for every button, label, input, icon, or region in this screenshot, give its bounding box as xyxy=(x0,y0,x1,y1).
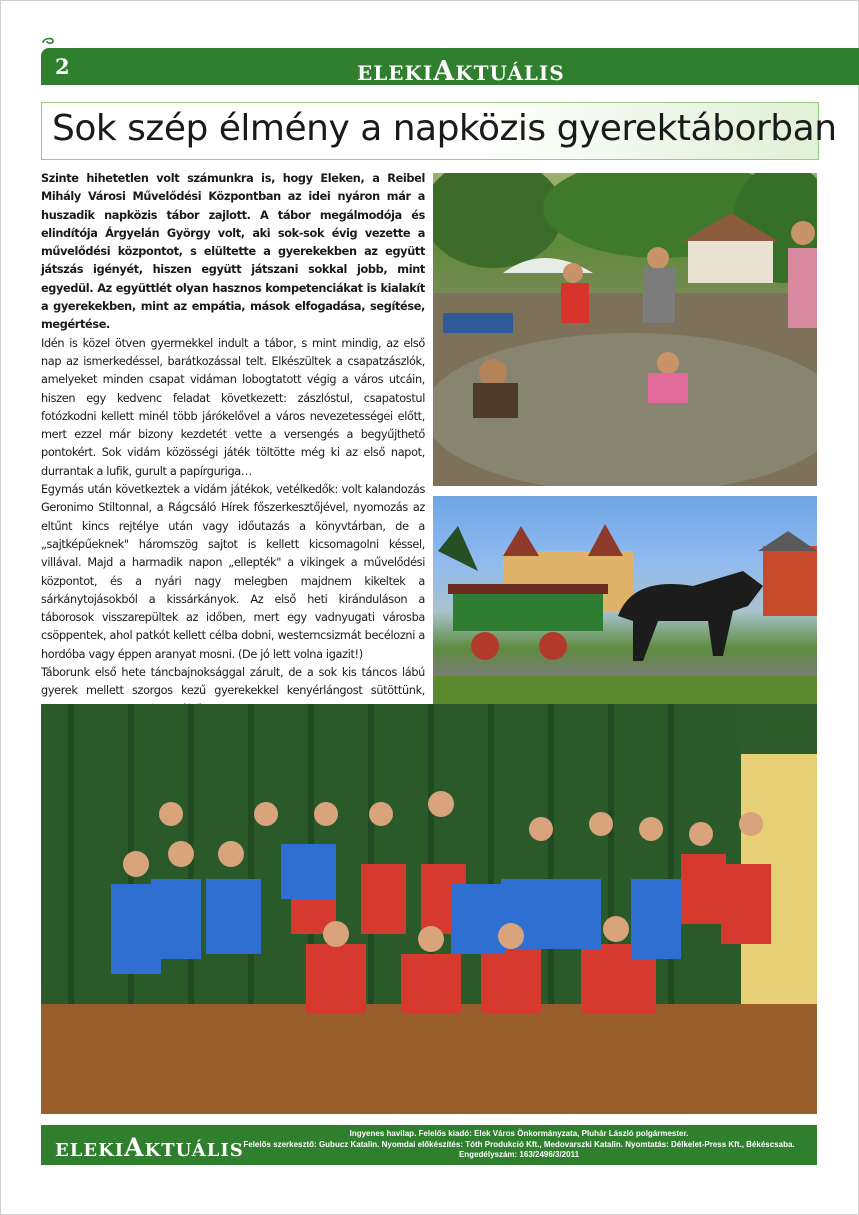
header-bar xyxy=(41,48,859,85)
page-number: 2 xyxy=(55,54,70,79)
masthead-initial: A xyxy=(433,56,456,87)
footer-masthead-initial: A xyxy=(124,1133,145,1162)
article-body xyxy=(41,170,425,719)
article-paragraph: Idén is közel ötven gyermekkel indult a tábor, s mint mindig, az első nap az ismerkedéssel, barátkozással telt. Elkészültek a csapatzászlók, amelyeket minden csapat vidáman lobogtatott végig a város utcáin, hiszen egy kedvenc feladat következett: zászlóstul, csapatostul fotózkodni kellett minél több járókelővel a város nevezetességei előtt, mert ezzel már bizony kezdetét vette a versengés a begyűjthető pontokért. Sok vidám közösségi játék töltötte még ki az első napot, durrantak a lufik, gurult a papírguriga… xyxy=(41,336,425,478)
footer-masthead-suffix: KTUÁLIS xyxy=(144,1140,244,1161)
article-paragraph: Egymás után következtek a vidám játékok, vetélkedők: volt kalandozás Geronimo Stiltonnal, a Rágcsáló Hírek főszerkesztőjével, nyomozás az eltűnt kincs rejtélye után vagy időutazás a könyvtárban, de a „sajtképűeknek" háromszög sajtot is kellett kicsomagolni késsel, villával. Majd a harmadik napon „ellepték" a vikingek a művelődési központot, és a nyári nagy melegben majdnem kikeltek a sárkánytojásokból a kissárkányok. Az első heti kiránduláson a táborosok visszarepültek az időben, mert egy vadnyugati városba csöppentek, ahol patkót kellett célba dobni, westerncsizmát becélozni a hordóba vagy éppen aranyat mosni. (De jó lett volna igazit!) xyxy=(41,483,425,661)
footer-masthead-prefix: ELEKI xyxy=(55,1140,125,1161)
photo-camp-group xyxy=(41,704,817,1114)
masthead-title xyxy=(357,56,565,87)
article-headline: Sok szép élmény a napközis gyerektáborban xyxy=(52,108,837,149)
imprint-line: Ingyenes havilap. Felelős kiadó: Elek Város Önkormányzata, Pluhár László polgármester. xyxy=(349,1129,689,1138)
footer-bar xyxy=(41,1125,817,1165)
swirl-logo-icon xyxy=(41,36,55,46)
imprint-line: Felelős szerkesztő: Gubucz Katalin. Nyomdai előkészítés: Tóth Produkció Kft., Medovarszki Katalin. Nyomtatás: Délkelet-Press Kft., Békéscsaba. xyxy=(243,1139,795,1149)
headline-box xyxy=(41,102,837,160)
footer-masthead xyxy=(55,1133,244,1162)
imprint xyxy=(239,1129,799,1161)
masthead-prefix: ELEKI xyxy=(357,61,434,85)
masthead-suffix: KTUÁLIS xyxy=(455,61,565,85)
article-lead: Szinte hihetetlen volt számunkra is, hogy Eleken, a Reibel Mihály Városi Művelődési Központban az idei nyáron már a huszadik napközis tábor zajlott. A tábor megálmodója és elindítója Árgyelán György volt, aki sok-sok évig vezette a művelődési központot, s elültette a gyerekekben az együtt játszás igényét, hiszen együtt játszani sokkal jobb, mint egyedül. Az együttlét olyan hasznos kompetenciákat is kialakít a gyerekekben, mint az empátia, mások elfogadása, segítése, megértése. xyxy=(41,172,425,332)
photo-children-water-play xyxy=(433,173,817,486)
article-paragraph: Táborunk első hete táncbajnoksággal zárult, de a sok kis táncos lábú gyerek mellett szorgos kezű gyerekekkel kenyérlángost sütöttünk, xyxy=(41,666,425,698)
imprint-line: Engedélyszám: 163/2496/3/2011 xyxy=(458,1150,580,1159)
